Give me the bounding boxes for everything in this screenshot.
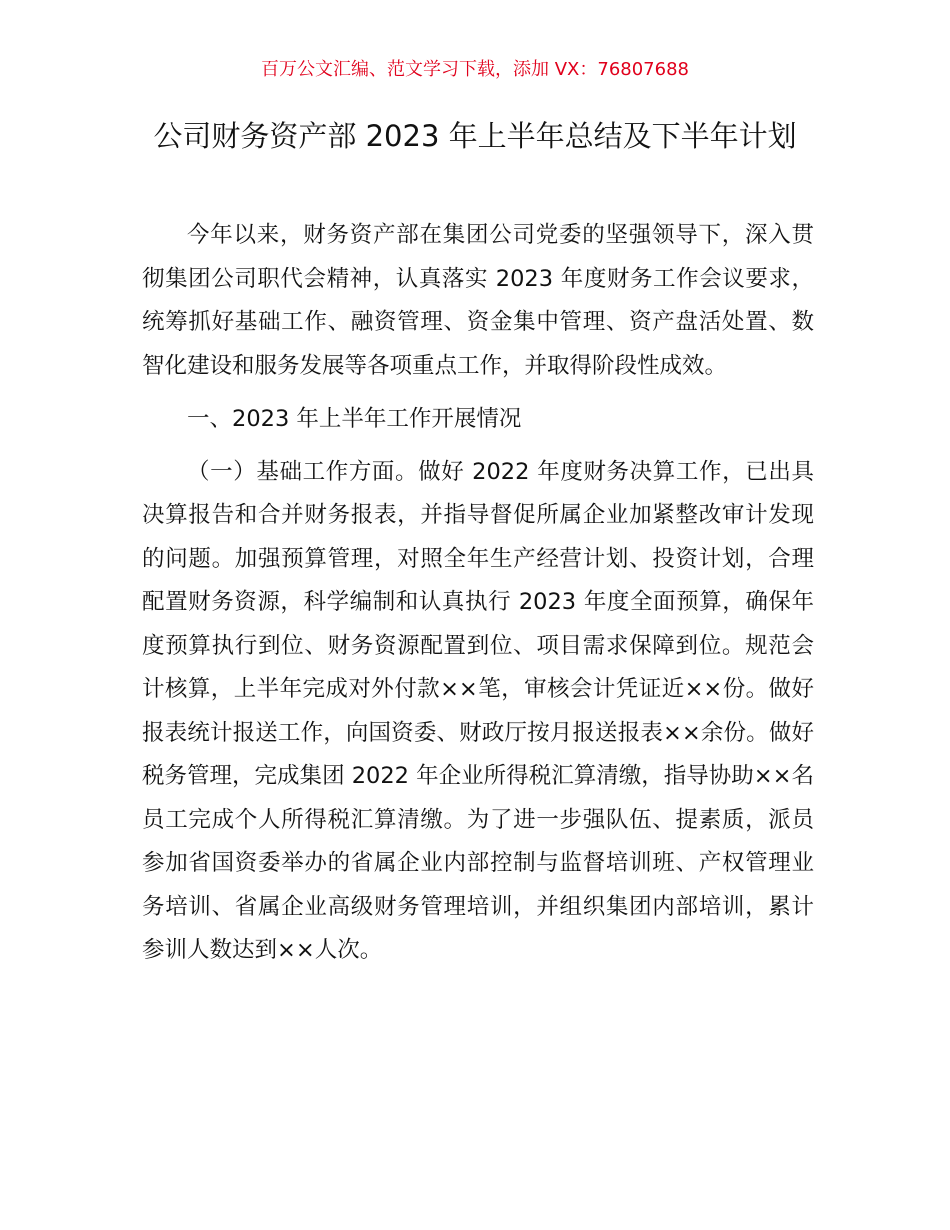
document-body [142, 214, 814, 973]
basic-work-paragraph: （一）基础工作方面。做好 2022 年度财务决算工作，已出具决算报告和合并财务报表，并指导督促所属企业加紧整改审计发现的问题。加强预算管理，对照全年生产经营计划、投资计划，合理配置财务资源，科学编制和认真执行 2023 年度全面预算，确保年度预算执行到位、财务资源配置到位、项目需求保障到位。规范会计核算，上半年完成对外付款××笔，审核会计凭证近××份。做好报表统计报送工作，向国资委、财政厅按月报送报表××余份。做好税务管理，完成集团 2022 年企业所得税汇算清缴，指导协助××名员工完成个人所得税汇算清缴。为了进一步强队伍、提素质，派员参加省国资委举办的省属企业内部控制与监督培训班、产权管理业务培训、省属企业高级财务管理培训，并组织集团内部培训，累计参训人数达到××人次。 [142, 458, 814, 963]
section-heading: 一、2023 年上半年工作开展情况 [187, 405, 522, 432]
header-watermark-text: 百万公文汇编、范文学习下载，添加 VX：76807688 [261, 59, 689, 80]
intro-paragraph: 今年以来，财务资产部在集团公司党委的坚强领导下，深入贯彻集团公司职代会精神，认真落实 2023 年度财务工作会议要求，统筹抓好基础工作、融资管理、资金集中管理、资产盘活处置、数智化建设和服务发展等各项重点工作，并取得阶段性成效。 [142, 222, 814, 379]
document-title: 公司财务资产部 2023 年上半年总结及下半年计划 [153, 119, 797, 153]
